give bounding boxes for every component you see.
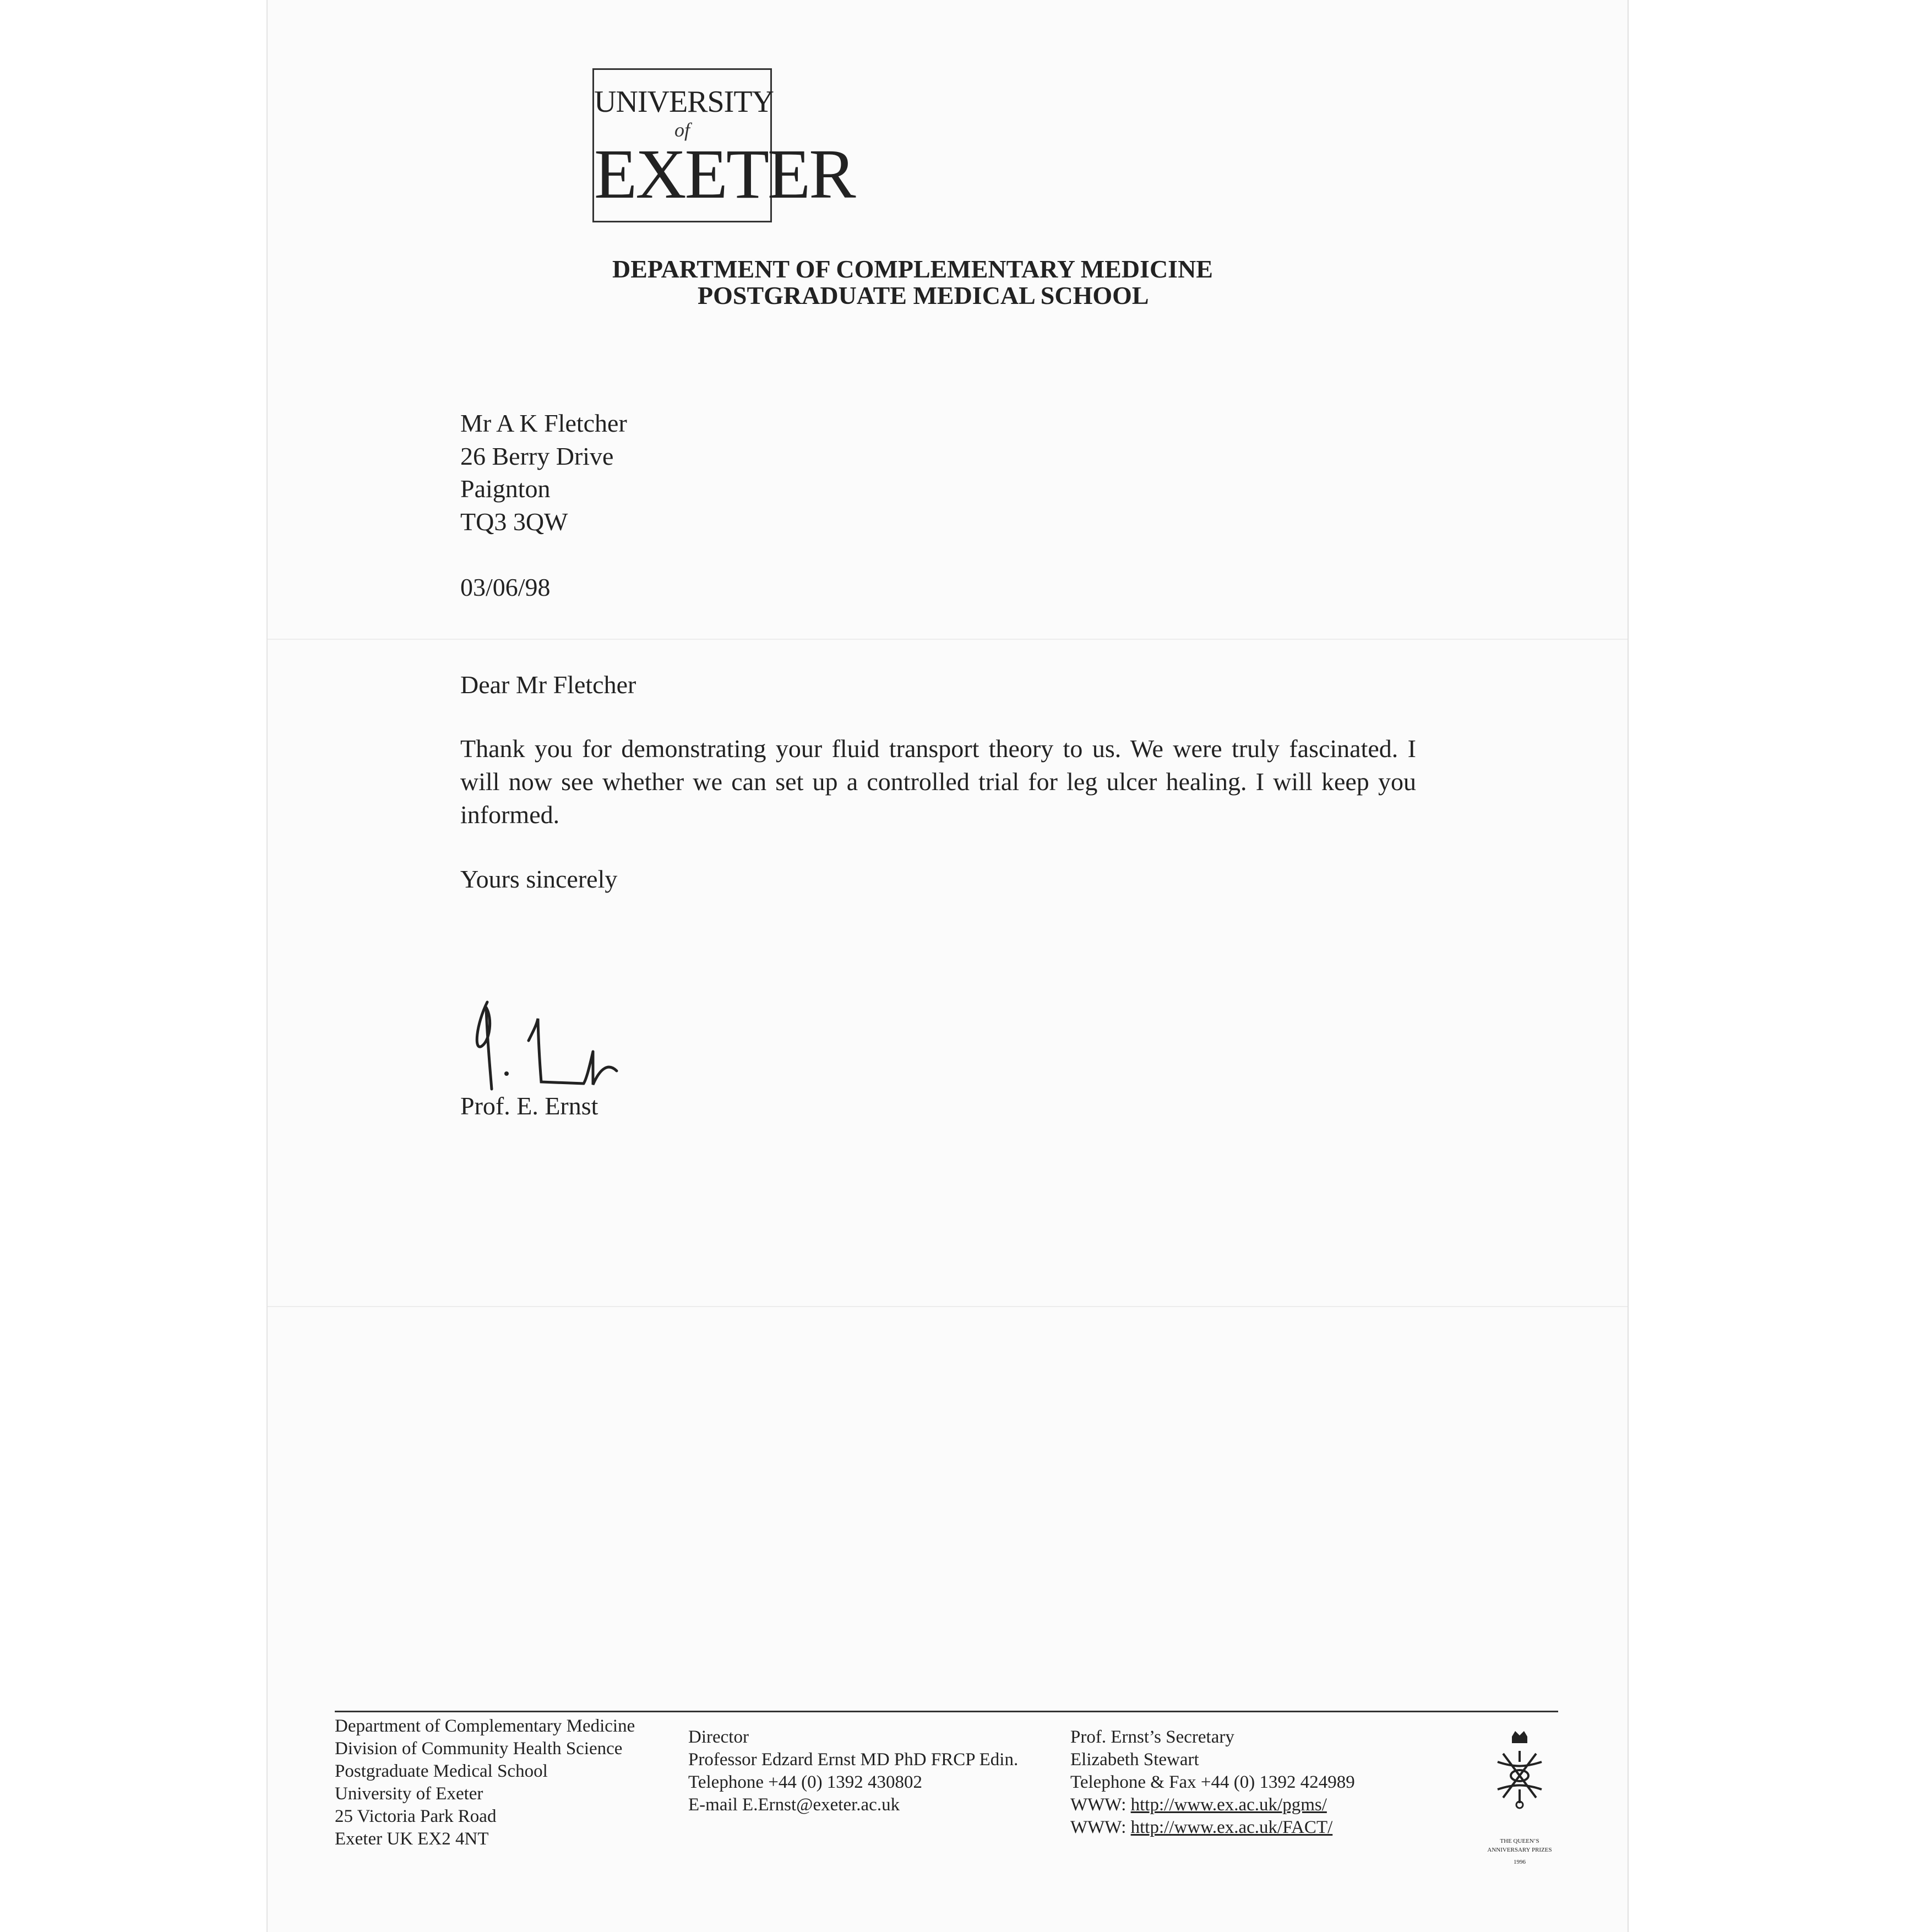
emblem-caption-line1: THE QUEEN’S <box>1500 1838 1539 1844</box>
logo-university-text: UNIVERSITY <box>594 85 774 119</box>
website-link-fact[interactable]: http://www.ex.ac.uk/FACT/ <box>1130 1817 1333 1837</box>
letter-date: 03/06/98 <box>460 573 551 601</box>
crown-knot-icon <box>1465 1729 1575 1822</box>
recipient-town: Paignton <box>460 475 551 503</box>
emblem-year: 1996 <box>1514 1859 1526 1865</box>
footer-address-line: University of Exeter <box>335 1784 483 1804</box>
footer-address-line: Exeter UK EX2 4NT <box>335 1829 489 1849</box>
website-link-pgms[interactable]: http://www.ex.ac.uk/pgms/ <box>1130 1795 1327 1815</box>
website-line-2 <box>1070 1816 1355 1839</box>
recipient-name: Mr A K Fletcher <box>460 409 627 437</box>
www-label: WWW: <box>1070 1817 1126 1837</box>
secretary-phone: Telephone & Fax +44 (0) 1392 424989 <box>1070 1772 1355 1792</box>
salutation: Dear Mr Fletcher <box>460 671 636 699</box>
emblem-caption-line2: ANNIVERSARY PRIZES <box>1487 1847 1552 1853</box>
footer-director-line: E-mail E.Ernst@exeter.ac.uk <box>688 1795 900 1815</box>
paper-fold-line <box>268 1306 1628 1307</box>
logo-of-text: of <box>674 119 690 141</box>
logo-exeter-text: EXETER <box>594 135 855 213</box>
department-name: DEPARTMENT OF COMPLEMENTARY MEDICINE <box>612 255 1213 283</box>
letter-body: Thank you for demonstrating your fluid transport theory to us. We were truly fascinated. I will now see whether we can set up a controlled trial for leg ulcer healing. I will keep you informed. <box>460 734 1416 829</box>
paper-fold-line <box>268 639 1628 640</box>
closing: Yours sincerely <box>460 865 618 893</box>
recipient-postcode: TQ3 3QW <box>460 508 568 536</box>
footer-secretary-column <box>1070 1726 1355 1839</box>
footer-director-column <box>688 1726 1018 1816</box>
footer-address-line: Department of Complementary Medicine <box>335 1716 635 1736</box>
footer-address-line: Postgraduate Medical School <box>335 1761 548 1781</box>
queens-anniversary-prize-emblem <box>1465 1729 1575 1866</box>
footer-director-line: Director <box>688 1727 749 1747</box>
school-name: POSTGRADUATE MEDICAL SCHOOL <box>698 281 1149 309</box>
secretary-title: Prof. Ernst’s Secretary <box>1070 1727 1234 1747</box>
footer-address-line: Division of Community Health Science <box>335 1739 623 1759</box>
footer-director-line: Professor Edzard Ernst MD PhD FRCP Edin. <box>688 1750 1019 1770</box>
university-logo <box>592 68 855 222</box>
footer-address-column <box>335 1715 635 1851</box>
signatory-name: Prof. E. Ernst <box>460 1092 598 1120</box>
www-label: WWW: <box>1070 1795 1126 1815</box>
handwritten-signature <box>465 986 652 1096</box>
recipient-street: 26 Berry Drive <box>460 442 614 470</box>
footer-director-line: Telephone +44 (0) 1392 430802 <box>688 1772 923 1792</box>
secretary-name: Elizabeth Stewart <box>1070 1750 1199 1770</box>
footer-divider <box>335 1711 1558 1712</box>
footer-address-line: 25 Victoria Park Road <box>335 1806 497 1826</box>
website-line-1 <box>1070 1794 1355 1816</box>
